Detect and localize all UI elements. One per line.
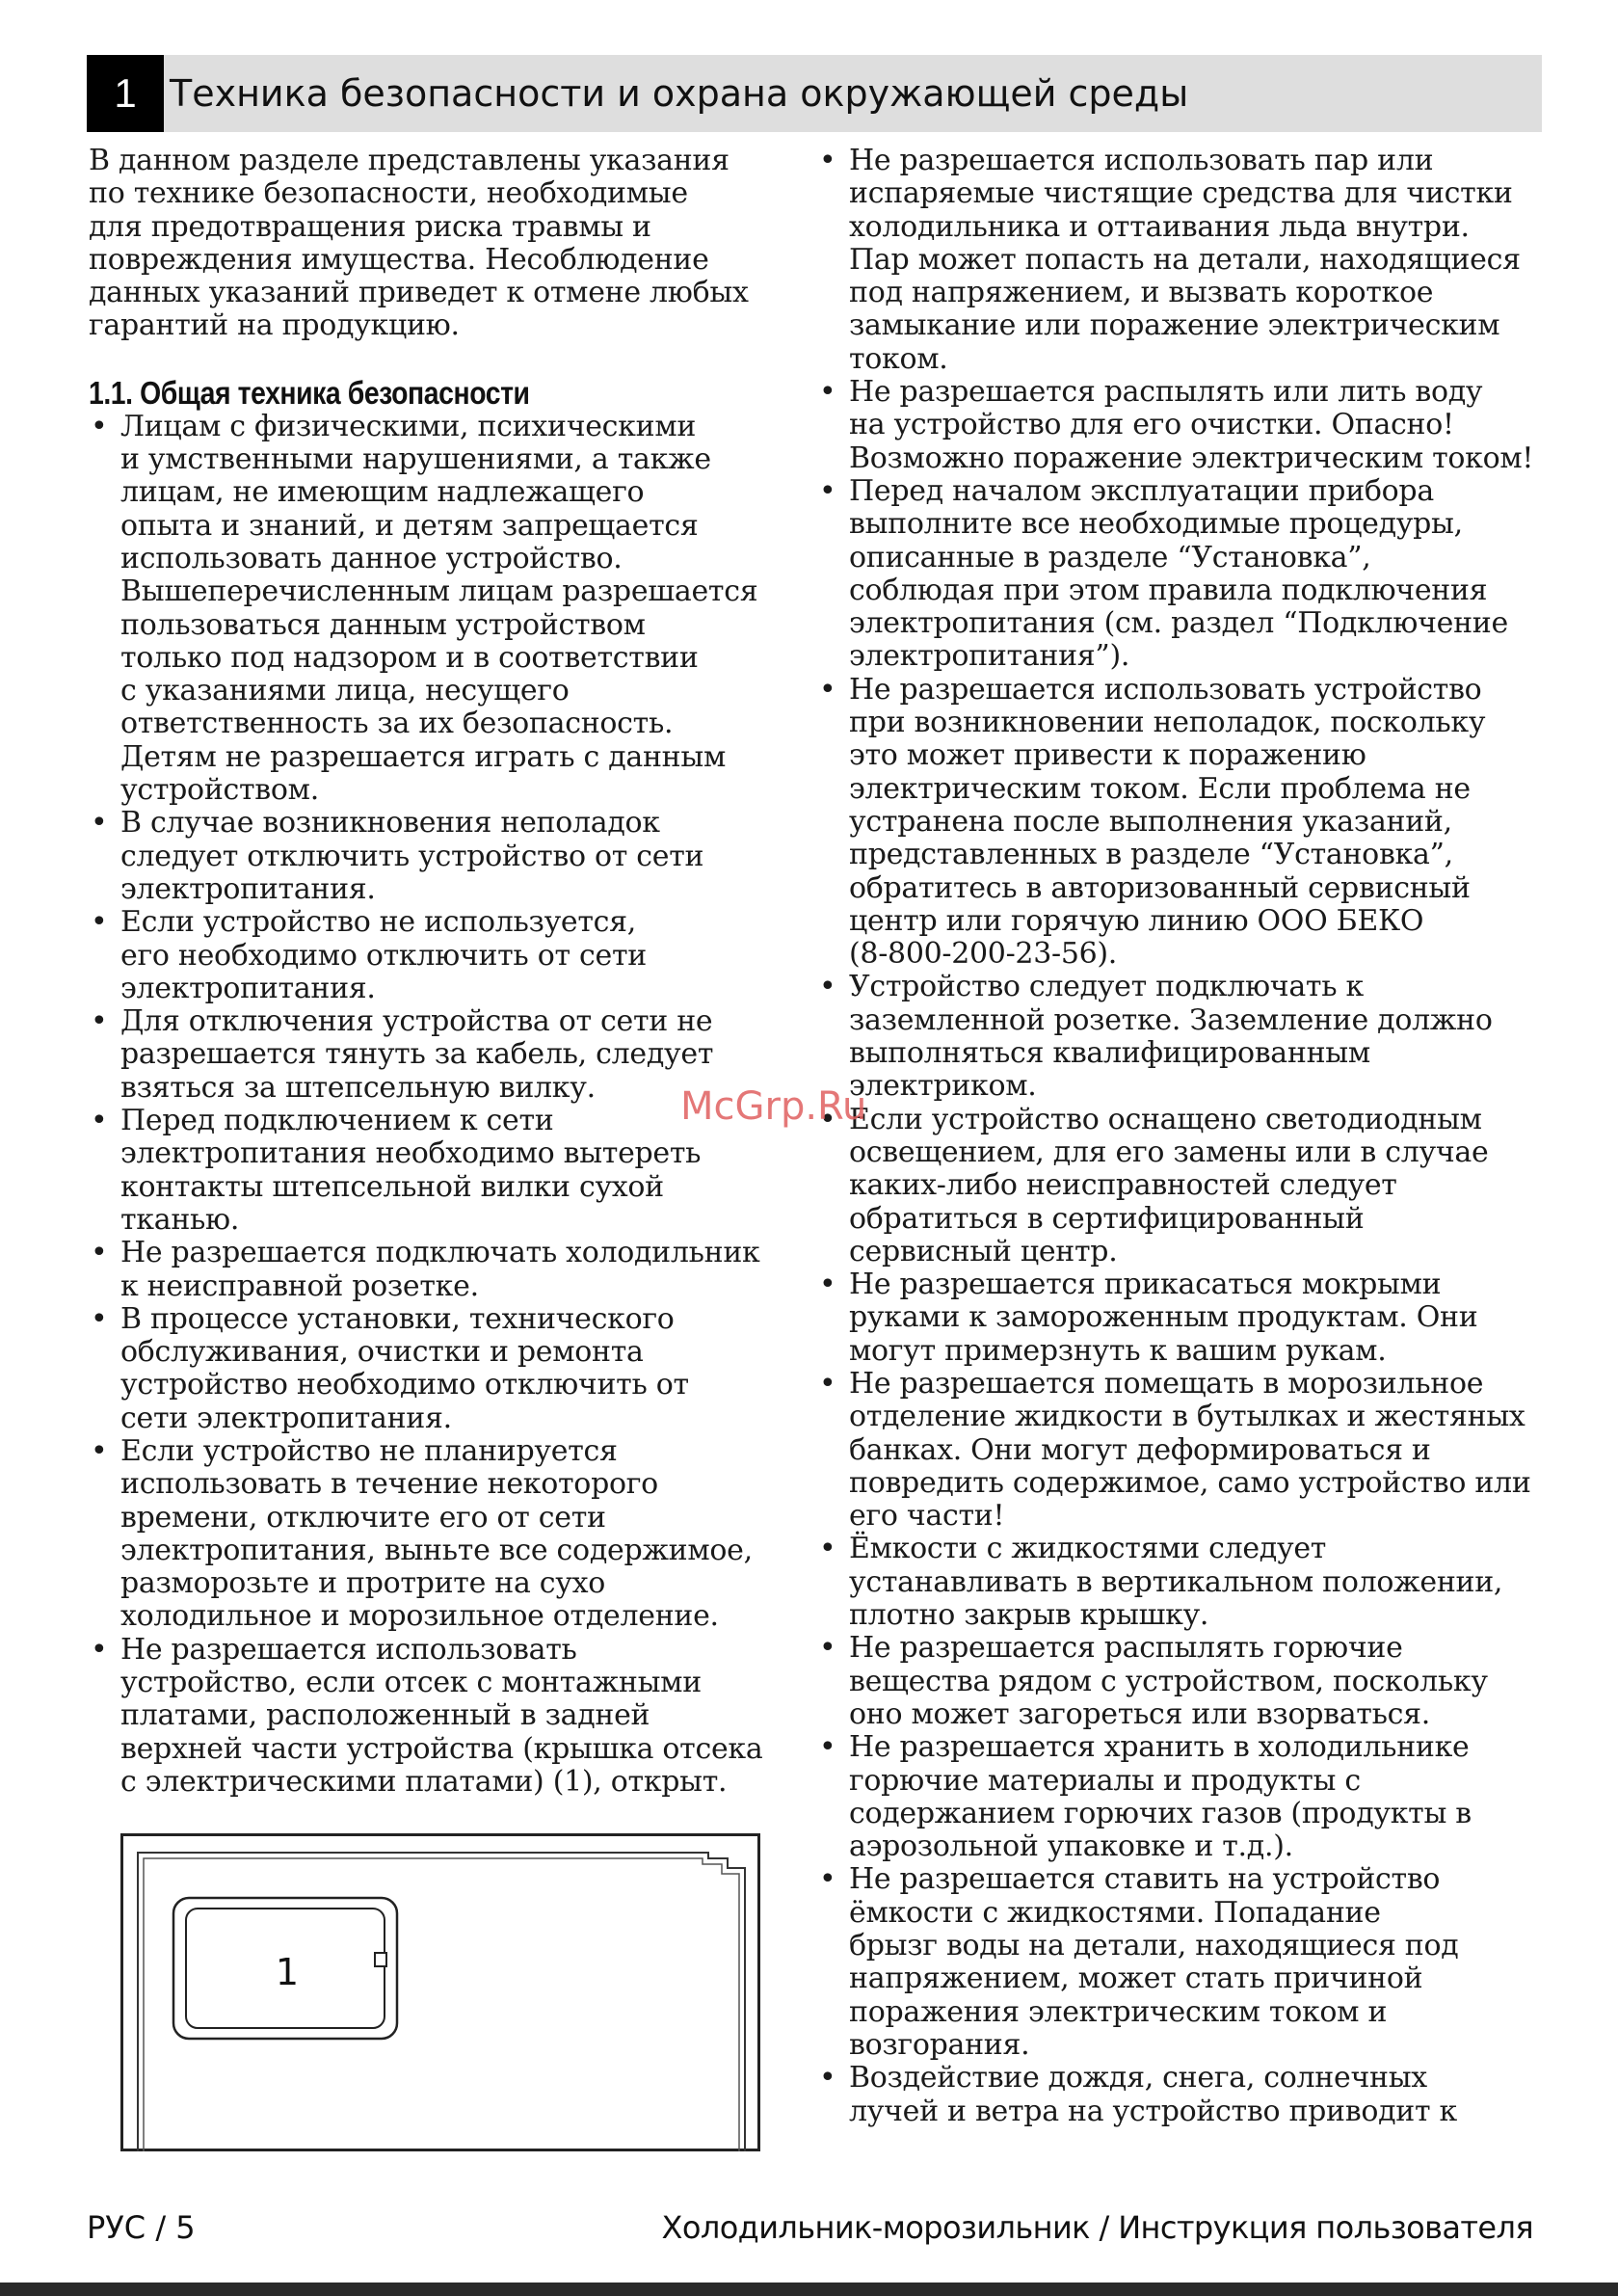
bullet-item: • Не разрешается подключать холодильник к неисправной розетке. (89, 1237, 782, 1303)
section-title: 1.1. Общая техника безопасности (89, 374, 530, 411)
appliance-back-diagram (120, 1833, 760, 2151)
bullet-item: • Если устройство не планируется использовать в течение некоторого времени, отключите его от сети электропитания, выньте все содержимое, разморозьте и протрите на сухо холодильное и морозильное отделение. (89, 1435, 782, 1634)
figure-label: 1 (275, 1951, 300, 1993)
bullet-item: • Перед началом эксплуатации прибора выполните все необходимые процедуры, описанные в разделе “Установка”, соблюдая при этом правила подключения электропитания (см. раздел “Подключение электропитания”). (817, 475, 1559, 674)
chapter-number: 1 (87, 55, 164, 132)
left-bullet-list (89, 411, 782, 1799)
chapter-title: Техника безопасности и охрана окружающей среды (170, 72, 1189, 115)
bullet-item: • Перед подключением к сети электропитания необходимо вытереть контакты штепсельной вилки сухой тканью. (89, 1105, 782, 1237)
intro-paragraph: В данном разделе представлены указания по технике безопасности, необходимые для предотвращения риска травмы и повреждения имущества. Несоблюдение данных указаний приведет к отмене любых гарантий на продукцию. (89, 144, 749, 343)
bullet-item: • Не разрешается помещать в морозильное отделение жидкости в бутылках и жестяных банках. Они могут деформироваться и повредить содержимое, само устройство или его части! (817, 1368, 1559, 1533)
bullet-item: • Не разрешается хранить в холодильнике горючие материалы и продукты с содержанием горючих газов (продукты в аэрозольной упаковке и т.д.). (817, 1731, 1559, 1863)
bullet-item: • Если устройство не используется, его необходимо отключить от сети электропитания. (89, 906, 782, 1005)
bullet-item: • Не разрешается использовать устройство, если отсек с монтажными платами, расположенный в задней верхней части устройства (крышка отсека с электрическими платами) (1), открыт. (89, 1634, 782, 1799)
bullet-item: • Не разрешается прикасаться мокрыми руками к замороженным продуктам. Они могут примерзнуть к вашим рукам. (817, 1268, 1559, 1368)
bullet-item: • Для отключения устройства от сети не разрешается тянуть за кабель, следует взяться за штепсельную вилку. (89, 1005, 782, 1105)
bullet-item: • Не разрешается использовать устройство при возникновении неполадок, поскольку это может привести к поражению электрическим током. Если проблема не устранена после выполнения указаний, представленных в разделе “Установка”, обратитесь в авторизованный сервисный центр или горячую линию ООО БЕКО (8-800-200-23-56). (817, 674, 1559, 972)
bottom-border (0, 2283, 1618, 2296)
right-column (817, 145, 1559, 2128)
bullet-item: • Лицам с физическими, психическими и умственными нарушениями, а также лицам, не имеющим надлежащего опыта и знаний, и детям запрещается использовать данное устройство. Вышеперечисленным лицам разрешается пользоваться данным устройством только под надзором и в соответствии с указаниями лица, несущего ответственность за их безопасность. Детям не разрешается играть с данным устройством. (89, 411, 782, 808)
bullet-item: • Устройство следует подключать к заземленной розетке. Заземление должно выполняться квалифицированным электриком. (817, 971, 1559, 1103)
bullet-item: • Не разрешается использовать пар или испаряемые чистящие средства для чистки холодильника и оттаивания льда внутри. Пар может попасть на детали, находящиеся под напряжением, и вызвать короткое замыкание или поражение электрическим током. (817, 145, 1559, 376)
right-bullet-list (817, 145, 1559, 2128)
page-number: РУС / 5 (87, 2209, 196, 2246)
bullet-item: • Не разрешается распылять горючие вещества рядом с устройством, поскольку оно может загореться или взорваться. (817, 1632, 1559, 1731)
bullet-item: • Если устройство оснащено светодиодным освещением, для его замены или в случае каких-либо неисправностей следует обратиться в сертифицированный сервисный центр. (817, 1104, 1559, 1268)
bullet-item: • В случае возникновения неполадок следует отключить устройство от сети электропитания. (89, 807, 782, 906)
chapter-header (87, 55, 1542, 132)
bullet-item: • Не разрешается распылять или лить воду на устройство для его очистки. Опасно! Возможно поражение электрическим током! (817, 376, 1559, 475)
bullet-item: • Ёмкости с жидкостями следует устанавливать в вертикальном положении, плотно закрыв крышку. (817, 1533, 1559, 1632)
document-title: Холодильник-морозильник / Инструкция пользователя (661, 2209, 1533, 2246)
board-cover-figure (120, 1833, 760, 2151)
bullet-item: • Воздействие дождя, снега, солнечных лучей и ветра на устройство приводит к (817, 2062, 1559, 2128)
left-column (89, 145, 782, 1799)
site-watermark: McGrp.Ru (680, 1084, 867, 1129)
bullet-item: • Не разрешается ставить на устройство ёмкости с жидкостями. Попадание брызг воды на детали, находящиеся под напряжением, может стать причиной поражения электрическим током и возгорания. (817, 1863, 1559, 2062)
bullet-item: • В процессе установки, технического обслуживания, очистки и ремонта устройство необходимо отключить от сети электропитания. (89, 1303, 782, 1435)
